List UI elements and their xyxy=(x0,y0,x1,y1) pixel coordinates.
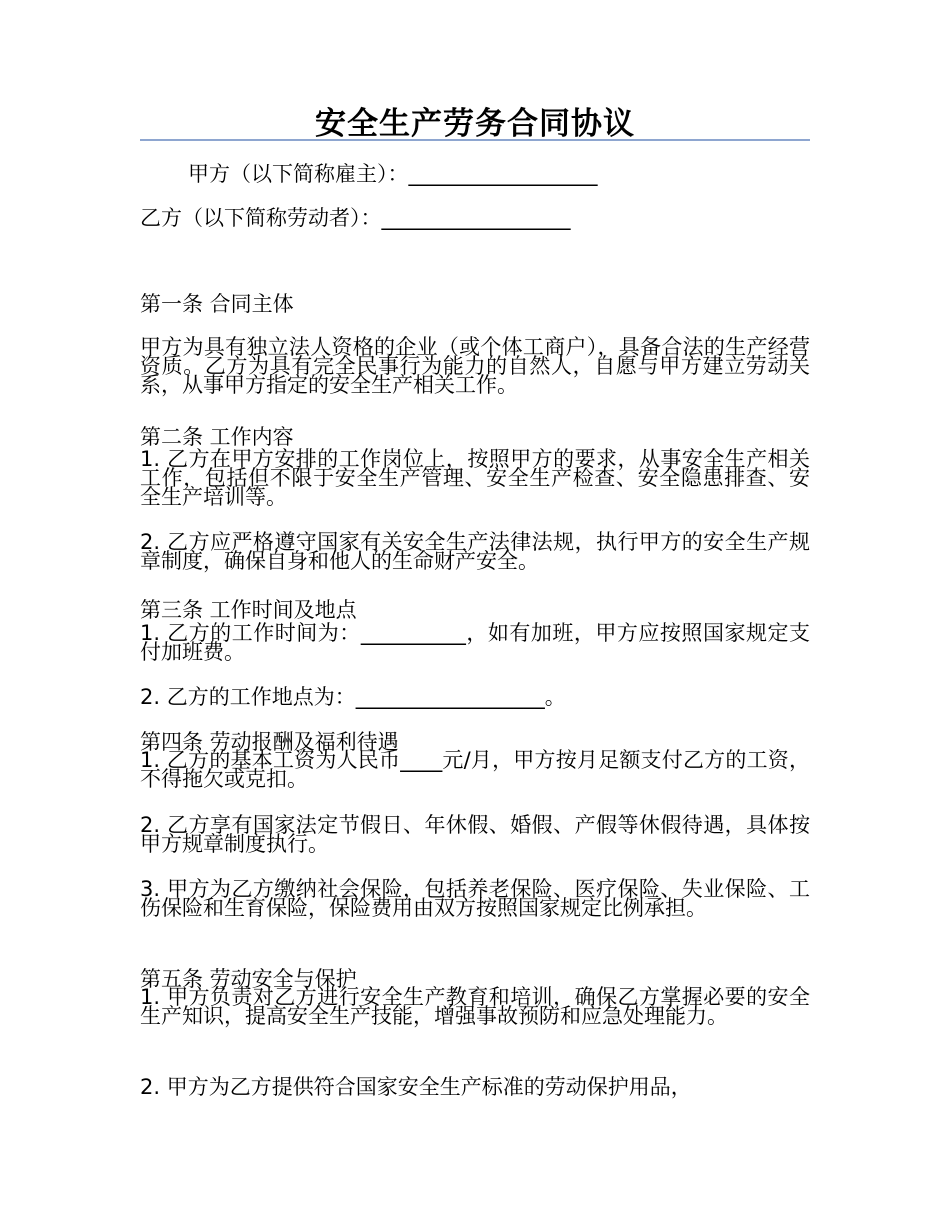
article-4-paragraph-3: 3. 甲方为乙方缴纳社会保险，包括养老保险、医疗保险、失业保险、工伤保险和生育保险，保险费用由双方按照国家规定比例承担。 xyxy=(140,877,810,920)
article-1-paragraph-1: 甲方为具有独立法人资格的企业（或个体工商户），具备合法的生产经营资质。乙方为具有完全民事行为能力的自然人，自愿与甲方建立劳动关系，从事甲方指定的安全生产相关工作。 xyxy=(140,335,810,397)
title-underline xyxy=(140,139,810,141)
document-title: 安全生产劳务合同协议 xyxy=(315,106,635,142)
article-2-paragraph-1: 1. 乙方在甲方安排的工作岗位上，按照甲方的要求，从事安全生产相关工作，包括但不限于安全生产管理、安全生产检查、安全隐患排查、安全生产培训等。 xyxy=(140,447,810,509)
article-2-paragraph-2: 2. 乙方应严格遵守国家有关安全生产法律法规，执行甲方的安全生产规章制度，确保自身和他人的生命财产安全。 xyxy=(140,530,810,573)
article-5-paragraph-1: 1. 甲方负责对乙方进行安全生产教育和培训，确保乙方掌握必要的安全生产知识，提高安全生产技能，增强事故预防和应急处理能力。 xyxy=(140,985,810,1028)
article-3-paragraph-1: 1. 乙方的工作时间为：__________，如有加班，甲方应按照国家规定支付加班费。 xyxy=(140,621,810,664)
article-3-heading: 第三条 工作时间及地点 xyxy=(140,598,357,622)
party-a-line: 甲方（以下简称雇主）：__________________ xyxy=(188,162,598,186)
article-4-paragraph-1: 1. 乙方的基本工资为人民币____元/月，甲方按月足额支付乙方的工资，不得拖欠或克扣。 xyxy=(140,748,810,791)
article-4-heading: 第四条 劳动报酬及福利待遇 xyxy=(140,730,399,754)
article-5-heading: 第五条 劳动安全与保护 xyxy=(140,967,357,991)
article-2-heading: 第二条 工作内容 xyxy=(140,425,294,449)
article-5-paragraph-2: 2. 甲方为乙方提供符合国家安全生产标准的劳动保护用品， xyxy=(140,1075,692,1099)
party-b-line: 乙方（以下简称劳动者）：__________________ xyxy=(140,206,571,230)
article-4-paragraph-2: 2. 乙方享有国家法定节假日、年休假、婚假、产假等休假待遇，具体按甲方规章制度执行。 xyxy=(140,813,810,856)
article-3-paragraph-2: 2. 乙方的工作地点为：__________________。 xyxy=(140,685,566,709)
article-1-heading: 第一条 合同主体 xyxy=(140,292,294,316)
